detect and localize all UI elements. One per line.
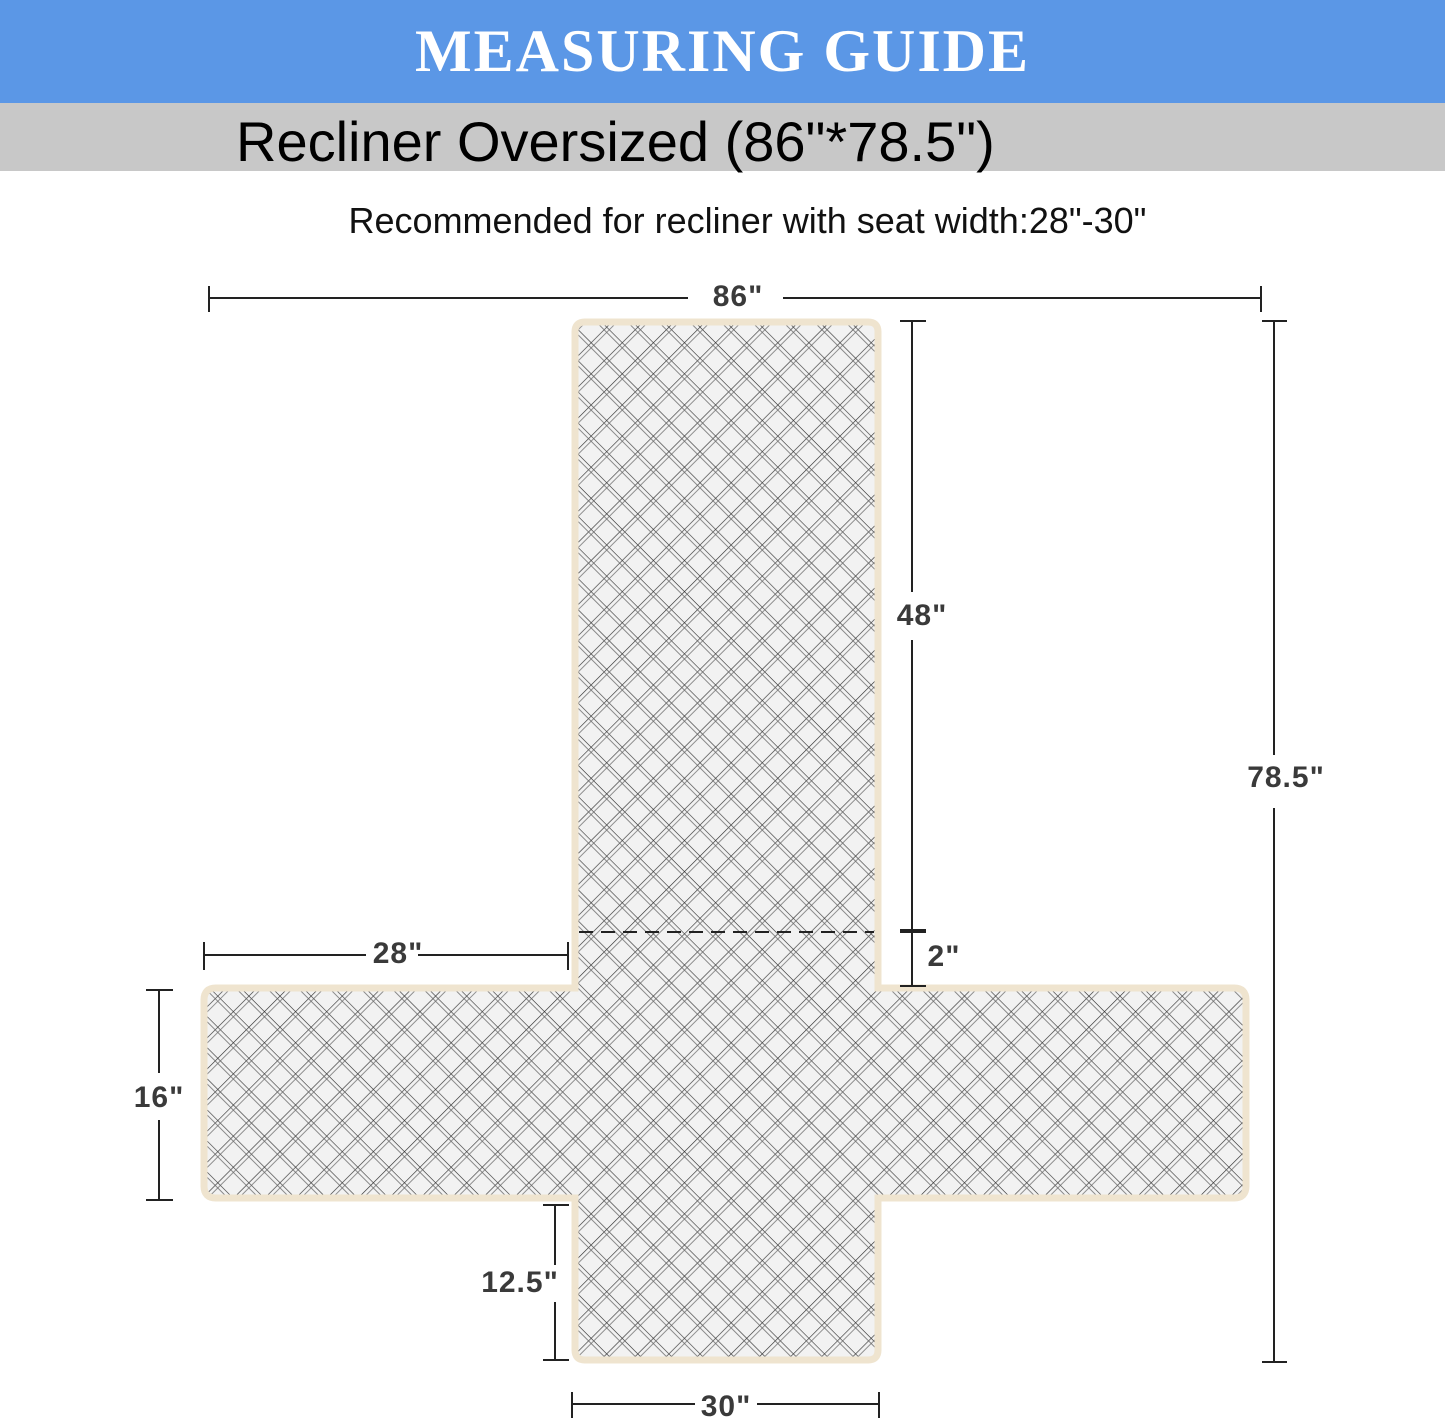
arm-width-label: 28": [372, 937, 424, 970]
footrest-length-label: 12.5": [481, 1266, 559, 1299]
page-title: MEASURING GUIDE: [414, 18, 1031, 84]
total-length-dimension: [1262, 321, 1287, 1362]
recliner-cover-shape: [204, 322, 1246, 1360]
back-length-label: 48": [896, 599, 948, 632]
arm-depth-label: 16": [133, 1081, 185, 1114]
seat-width-recommendation: Recommended for recliner with seat width:28"-30": [348, 200, 1147, 241]
seat-gap-dimension: [900, 932, 926, 986]
total-width-label: 86": [712, 280, 764, 313]
product-subtitle: Recliner Oversized (86"*78.5"): [236, 110, 995, 173]
seat-gap-label: 2": [927, 940, 961, 973]
total-length-label: 78.5": [1247, 761, 1325, 794]
seat-width-label: 30": [700, 1390, 752, 1421]
